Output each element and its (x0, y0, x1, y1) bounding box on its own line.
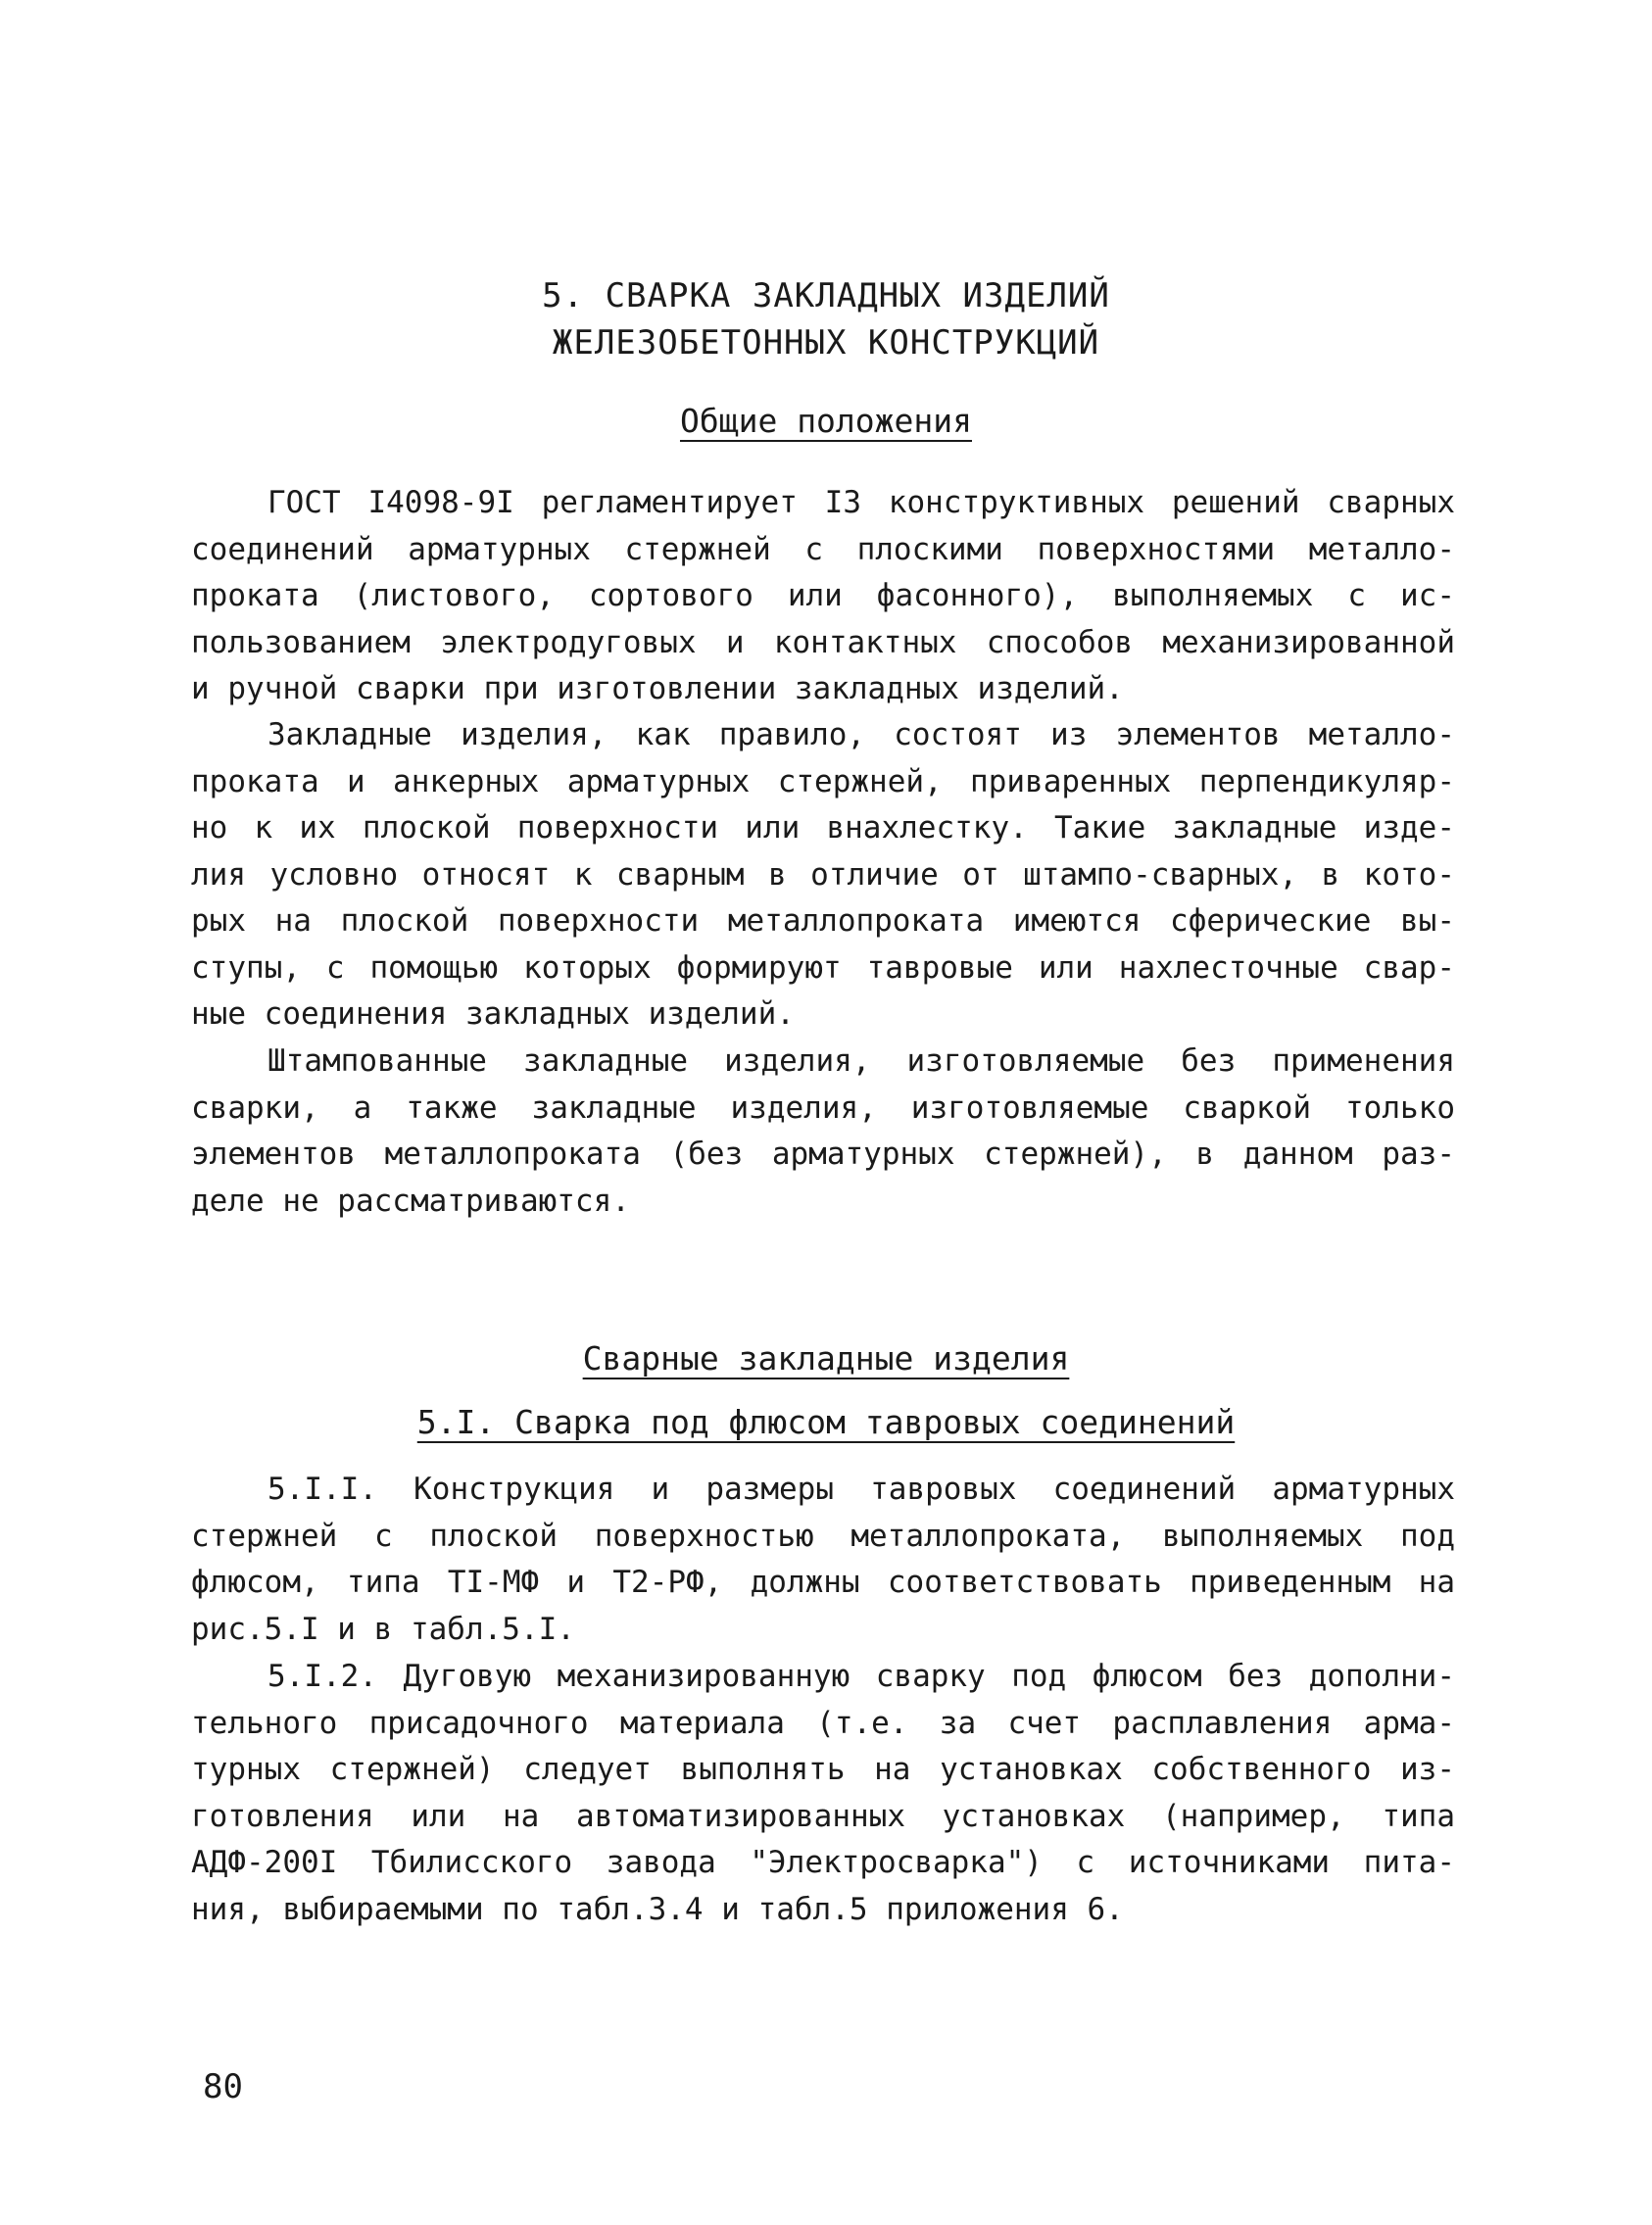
paragraph-line: готовления или на автоматизированных установках (например, типа (191, 1798, 1455, 1834)
paragraph-5-1-1 (191, 1467, 1455, 1653)
paragraph-5-1-2 (191, 1654, 1455, 1933)
paragraph-line: тельного присадочного материала (т.е. за счет расплавления арма- (191, 1705, 1455, 1741)
paragraph-line: ния, выбираемыми по табл.3.4 и табл.5 приложения 6. (191, 1891, 1124, 1927)
general-provisions-heading (0, 400, 1652, 443)
paragraph-line: 5.I.I. Конструкция и размеры тавровых соединений арматурных (267, 1472, 1455, 1507)
paragraph-line: лия условно относят к сварным в отличие от штампо-сварных, в кото- (191, 856, 1455, 893)
paragraph-line: и ручной сварки при изготовлении закладных изделий. (191, 671, 1124, 706)
paragraph-line: ступы, с помощью которых формируют тавровые или нахлесточные свар- (191, 949, 1455, 986)
paragraph-line: АДФ-200I Тбилисского завода "Электросварка") с источниками пита- (191, 1845, 1455, 1880)
paragraph-line: турных стержней) следует выполнять на установках собственного из- (191, 1752, 1455, 1787)
section-5-1-heading-text: 5.I. Сварка под флюсом тавровых соединений (416, 1403, 1236, 1441)
paragraph-stamped-parts (191, 1039, 1455, 1225)
paragraph-line: но к их плоской поверхности или внахлестку. Такие закладные изде- (191, 810, 1455, 846)
paragraph-line: 5.I.2. Дуговую механизированную сварку под флюсом без дополни- (267, 1659, 1455, 1694)
paragraph-line: ГОСТ I4098-9I регламентирует I3 конструктивных решений сварных (267, 485, 1455, 520)
welded-parts-heading (0, 1337, 1652, 1380)
paragraph-embedded-parts (191, 712, 1455, 1039)
paragraph-line: Закладные изделия, как правило, состоят из элементов металло- (267, 717, 1455, 752)
welded-parts-heading-text: Сварные закладные изделия (582, 1339, 1070, 1378)
paragraph-line: пользованием электродуговых и контактных способов механизированной (191, 624, 1455, 660)
paragraph-line: Штампованные закладные изделия, изготовляемые без применения (267, 1043, 1455, 1079)
paragraph-line: проката и анкерных арматурных стержней, приваренных перпендикуляр- (191, 763, 1455, 799)
paragraph-line: элементов металлопроката (без арматурных стержней), в данном раз- (191, 1137, 1455, 1172)
section-title (0, 272, 1652, 366)
section-5-1-heading (0, 1401, 1652, 1444)
paragraph-line: деле не рассматриваются. (191, 1183, 630, 1219)
general-provisions-heading-text: Общие положения (679, 402, 972, 440)
section-title-line-1: 5. СВАРКА ЗАКЛАДНЫХ ИЗДЕЛИЙ (542, 276, 1110, 315)
paragraph-line: рис.5.I и в табл.5.I. (191, 1611, 575, 1647)
section-title-line-2: ЖЕЛЕЗОБЕТОННЫХ КОНСТРУКЦИЙ (552, 323, 1100, 363)
paragraph-line: ные соединения закладных изделий. (191, 996, 795, 1032)
paragraph-line: проката (листового, сортового или фасонного), выполняемых с ис- (191, 578, 1455, 613)
paragraph-line: стержней с плоской поверхностью металлопроката, выполняемых под (191, 1518, 1455, 1554)
paragraph-line: сварки, а также закладные изделия, изготовляемые сваркой только (191, 1089, 1455, 1126)
page-number: 80 (203, 2067, 243, 2106)
paragraph-line: соединений арматурных стержней с плоскими поверхностями металло- (191, 531, 1455, 567)
paragraph-gost (191, 480, 1455, 713)
paragraph-line: рых на плоской поверхности металлопроката имеются сферические вы- (191, 903, 1455, 939)
paragraph-line: флюсом, типа TI-МФ и T2-РФ, должны соответствовать приведенным на (191, 1565, 1455, 1600)
